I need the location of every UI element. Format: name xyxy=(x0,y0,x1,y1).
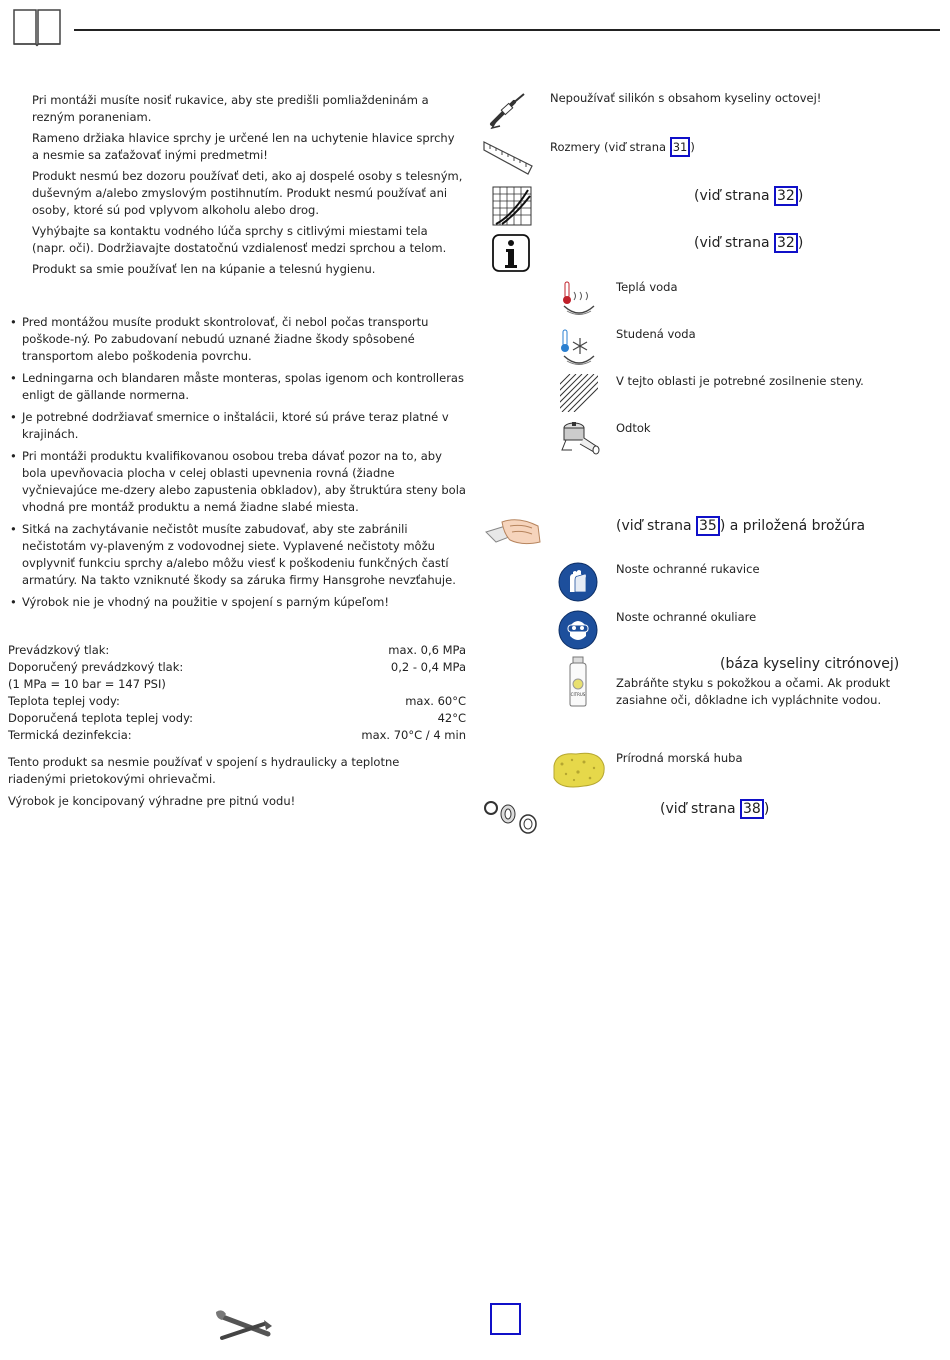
list-item: • Pred montážou musíte produkt skontrolovať, či nebol počas transportu poškode-ný. Po zabudovaní nebudú uznané žiadne škody spôsobené transportom alebo poškodenia povrchu. xyxy=(8,314,468,365)
page-link-35[interactable]: 35 xyxy=(696,516,720,536)
spec-label: Prevádzkový tlak: xyxy=(8,643,110,657)
hot-water-label: Teplá voda xyxy=(616,280,678,294)
spec-row xyxy=(8,727,466,744)
flow-text: (viď strana xyxy=(694,188,774,204)
spec-value: max. 70°C / 4 min xyxy=(361,728,466,742)
header-rule xyxy=(74,29,940,31)
dimensions-label xyxy=(550,137,695,157)
page-link-38[interactable]: 38 xyxy=(740,799,764,819)
spare-parts-icon xyxy=(482,798,544,838)
info-suffix: ) xyxy=(797,235,804,251)
spec-row xyxy=(8,710,466,727)
citric-bottle-icon xyxy=(566,656,590,708)
safety-text: Vyhýbajte sa kontaktu vodného lúča sprchy s citlivými miestami tela (napr. oči). Dodržiavajte dostatočnú vzdialenosť medzi sprchou a telom. xyxy=(32,224,447,255)
drain-label: Odtok xyxy=(616,421,651,435)
spec-label: Doporučená teplota teplej vody: xyxy=(8,711,193,725)
cold-water-icon xyxy=(560,328,598,370)
citric-bottle-label: CITRUS xyxy=(570,692,586,697)
cleaning-hand-icon xyxy=(482,512,544,554)
spec-label: Termická dezinfekcia: xyxy=(8,728,132,742)
info-icon xyxy=(492,234,530,272)
safety-text: Produkt sa smie používať len na kúpanie a telesnú hygienu. xyxy=(32,262,376,276)
spec-row xyxy=(8,642,466,659)
safety-text: Produkt nesmú bez dozoru používať deti, ako aj dospelé osoby s telesným, duševným a/alebo zmyslovým postihnutím. Produkt nesmú používať ani osoby, ktoré sú pod vplyvom alkoholu alebo drog. xyxy=(32,169,463,217)
spec-label: Teplota teplej vody: xyxy=(8,694,120,708)
gloves-label: Noste ochranné rukavice xyxy=(616,562,760,576)
spec-label: Doporučený prevádzkový tlak: xyxy=(8,660,184,674)
parts-text: (viď strana xyxy=(660,801,740,817)
info-text: (viď strana xyxy=(694,235,774,251)
drain-icon xyxy=(558,420,600,458)
notes-section xyxy=(8,754,448,810)
note-text: Tento produkt sa nesmie používať v spojení s hydraulicky a teplotne riadenými prietokovými ohrievačmi. xyxy=(8,755,400,786)
spec-row xyxy=(8,676,466,693)
list-item: • Je potrebné dodržiavať smernice o inštalácii, ktoré sú práve teraz platné v krajinách. xyxy=(8,409,468,443)
citric-warning: Zabráňte styku s pokožkou a očami. Ak produkt zasiahne oči, dôkladne ich vypláchnite vodou. xyxy=(616,676,891,707)
spec-row xyxy=(8,693,466,710)
manual-book-icon xyxy=(12,6,62,48)
hot-water-icon xyxy=(560,280,598,320)
safety-section xyxy=(32,92,464,278)
flow-chart-icon xyxy=(492,186,532,226)
page-link-32[interactable]: 32 xyxy=(774,186,798,206)
spec-value: max. 0,6 MPa xyxy=(388,643,466,657)
dimensions-suffix: ) xyxy=(690,140,695,154)
gloves-icon xyxy=(558,562,598,602)
cleaning-reference xyxy=(616,516,865,536)
sponge-label: Prírodná morská huba xyxy=(616,751,743,765)
specs-table xyxy=(8,642,466,744)
safety-text: Pri montáži musíte nosiť rukavice, aby ste predišli pomliaždeninám a rezným poraneniam. xyxy=(32,93,429,124)
spec-label: (1 MPa = 10 bar = 147 PSI) xyxy=(8,677,166,691)
spare-parts-reference xyxy=(660,799,769,819)
spec-row xyxy=(8,659,466,676)
info-reference xyxy=(694,233,803,253)
flow-suffix: ) xyxy=(797,188,804,204)
note-text: Výrobok je koncipovaný výhradne pre pitnú vodu! xyxy=(8,794,296,808)
silicone-warning: Nepoužívať silikón s obsahom kyseliny octovej! xyxy=(550,91,822,105)
page-link-32b[interactable]: 32 xyxy=(774,233,798,253)
goggles-label: Noste ochranné okuliare xyxy=(616,610,757,624)
citric-title: (báza kyseliny citrónovej) xyxy=(720,656,900,672)
sponge-icon xyxy=(550,748,606,790)
safety-text: Rameno držiaka hlavice sprchy je určené len na uchytenie hlavice sprchy a nesmie sa zaťažovať inými predmetmi! xyxy=(32,131,455,162)
dimensions-text: Rozmery (viď strana xyxy=(550,140,670,154)
parts-suffix: ) xyxy=(763,801,770,817)
list-item: • Pri montáži produktu kvalifikovanou osobou treba dávať pozor na to, aby bola upevňovacia plocha v celej oblasti upevnenia rovná (žiadne vyčnievajúce me-dzery alebo zapustenia obkladov), aby štruktúra steny bola vhodná pre montáž produktu a nemá žiadne slabé miesta. xyxy=(8,448,468,516)
spec-value: 42°C xyxy=(437,711,466,725)
cleaning-suffix: ) a priložená brožúra xyxy=(719,518,866,534)
page-number-box xyxy=(490,1303,521,1335)
silicone-gun-icon xyxy=(488,90,532,130)
spec-value: 0,2 - 0,4 MPa xyxy=(390,660,466,674)
page-link-31[interactable]: 31 xyxy=(670,137,691,157)
goggles-icon xyxy=(558,610,598,650)
wall-reinforcement-label: V tejto oblasti je potrebné zosilnenie steny. xyxy=(616,374,864,388)
spec-value: max. 60°C xyxy=(405,694,466,708)
tools-icon xyxy=(214,1308,274,1348)
ruler-icon xyxy=(482,136,534,180)
list-item: • Výrobok nie je vhodný na použitie v spojení s parným kúpeľom! xyxy=(8,594,468,611)
list-item: • Sitká na zachytávanie nečistôt musíte zabudovať, aby ste zabránili nečistotám vy-plaveným z vodovodnej siete. Vyplavené nečistoty môžu ovplyvniť funkciu sprchy a/alebo môžu viesť k poškodeniu funkčných častí armatúry. Na takto vzniknuté škody sa záruka firmy Hansgrohe nevzťahuje. xyxy=(8,521,468,589)
list-item: • Ledningarna och blandaren måste monteras, spolas igenom och kontrolleras enligt de gällande normerna. xyxy=(8,370,468,404)
flow-chart-reference xyxy=(694,186,803,206)
cold-water-label: Studená voda xyxy=(616,327,696,341)
install-notes-list xyxy=(8,314,468,616)
cleaning-text: (viď strana xyxy=(616,518,696,534)
wall-hatch-icon xyxy=(560,374,598,412)
